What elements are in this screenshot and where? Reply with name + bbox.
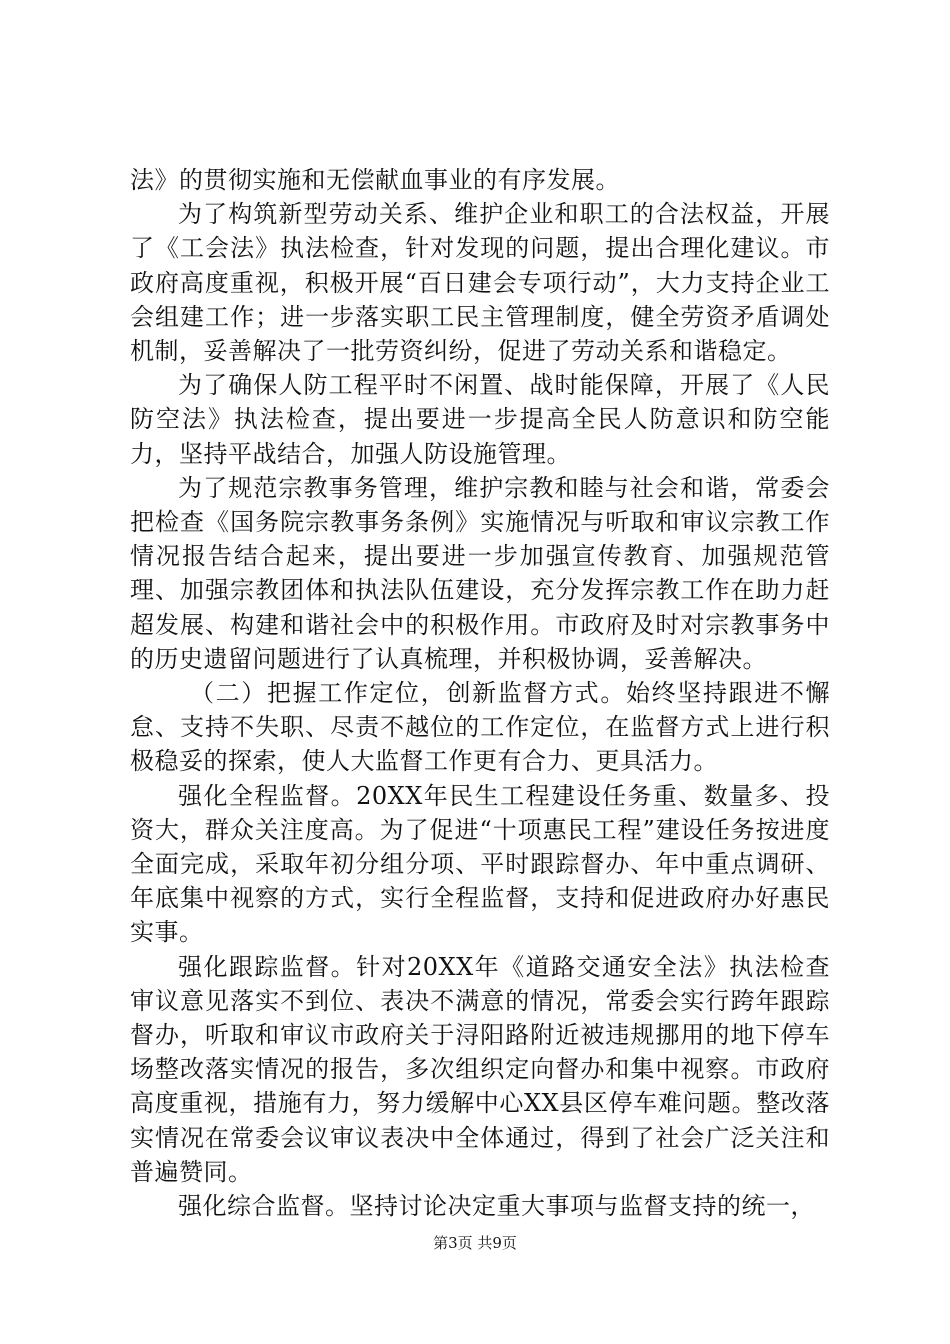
page-number-footer: 第3页 共9页 — [433, 1234, 517, 1252]
paragraph-religious-affairs: 为了规范宗教事务管理，维护宗教和睦与社会和谐，常委会把检查《国务院宗教事务条例》实施情况与听取和审议宗教工作情况报告结合起来，提出要进一步加强宣传教育、加强规范管理、加强宗教团体和执法队伍建设，充分发挥宗教工作在助力赶超发展、构建和谐社会中的积极作用。市政府及时对宗教事务中的历史遗留问题进行了认真梳理，并积极协调，妥善解决。 — [130, 473, 830, 673]
paragraph-trade-union-law: 为了构筑新型劳动关系、维护企业和职工的合法权益，开展了《工会法》执法检查，针对发现的问题，提出合理化建议。市政府高度重视，积极开展“百日建会专项行动”，大力支持企业工会组建工作；进一步落实职工民主管理制度，健全劳资矛盾调处机制，妥善解决了一批劳资纠纷，促进了劳动关系和谐稳定。 — [130, 200, 830, 366]
document-body — [130, 163, 830, 1223]
paragraph-section-heading-two: （二）把握工作定位，创新监督方式。始终坚持跟进不懈怠、支持不失职、尽责不越位的工作定位，在监督方式上进行积极稳妥的探索，使人大监督工作更有合力、更具活力。 — [130, 679, 830, 776]
paragraph-civil-air-defense-law: 为了确保人防工程平时不闲置、战时能保障，开展了《人民防空法》执法检查，提出要进一步提高全民人防意识和防空能力，坚持平战结合，加强人防设施管理。 — [130, 371, 830, 468]
paragraph-follow-up-supervision: 强化跟踪监督。针对20XX年《道路交通安全法》执法检查审议意见落实不到位、表决不满意的情况，常委会实行跨年跟踪督办，听取和审议市政府关于浔阳路附近被违规挪用的地下停车场整改落实情况的报告，多次组织定向督办和集中视察。市政府高度重视，措施有力，努力缓解中心XX县区停车难问题。整改落实情况在常委会议审议表决中全体通过，得到了社会广泛关注和普遍赞同。 — [130, 952, 830, 1186]
paragraph-comprehensive-supervision: 强化综合监督。坚持讨论决定重大事项与监督支持的统一， — [178, 1192, 815, 1221]
paragraph-continuation: 法》的贯彻实施和无偿献血事业的有序发展。 — [130, 166, 620, 194]
paragraph-full-process-supervision: 强化全程监督。20XX年民生工程建设任务重、数量多、投资大，群众关注度高。为了促进“十项惠民工程”建设任务按进度全面完成，采取年初分组分项、平时跟踪督办、年中重点调研、年底集中视察的方式，实行全程监督，支持和促进政府办好惠民实事。 — [130, 781, 830, 947]
